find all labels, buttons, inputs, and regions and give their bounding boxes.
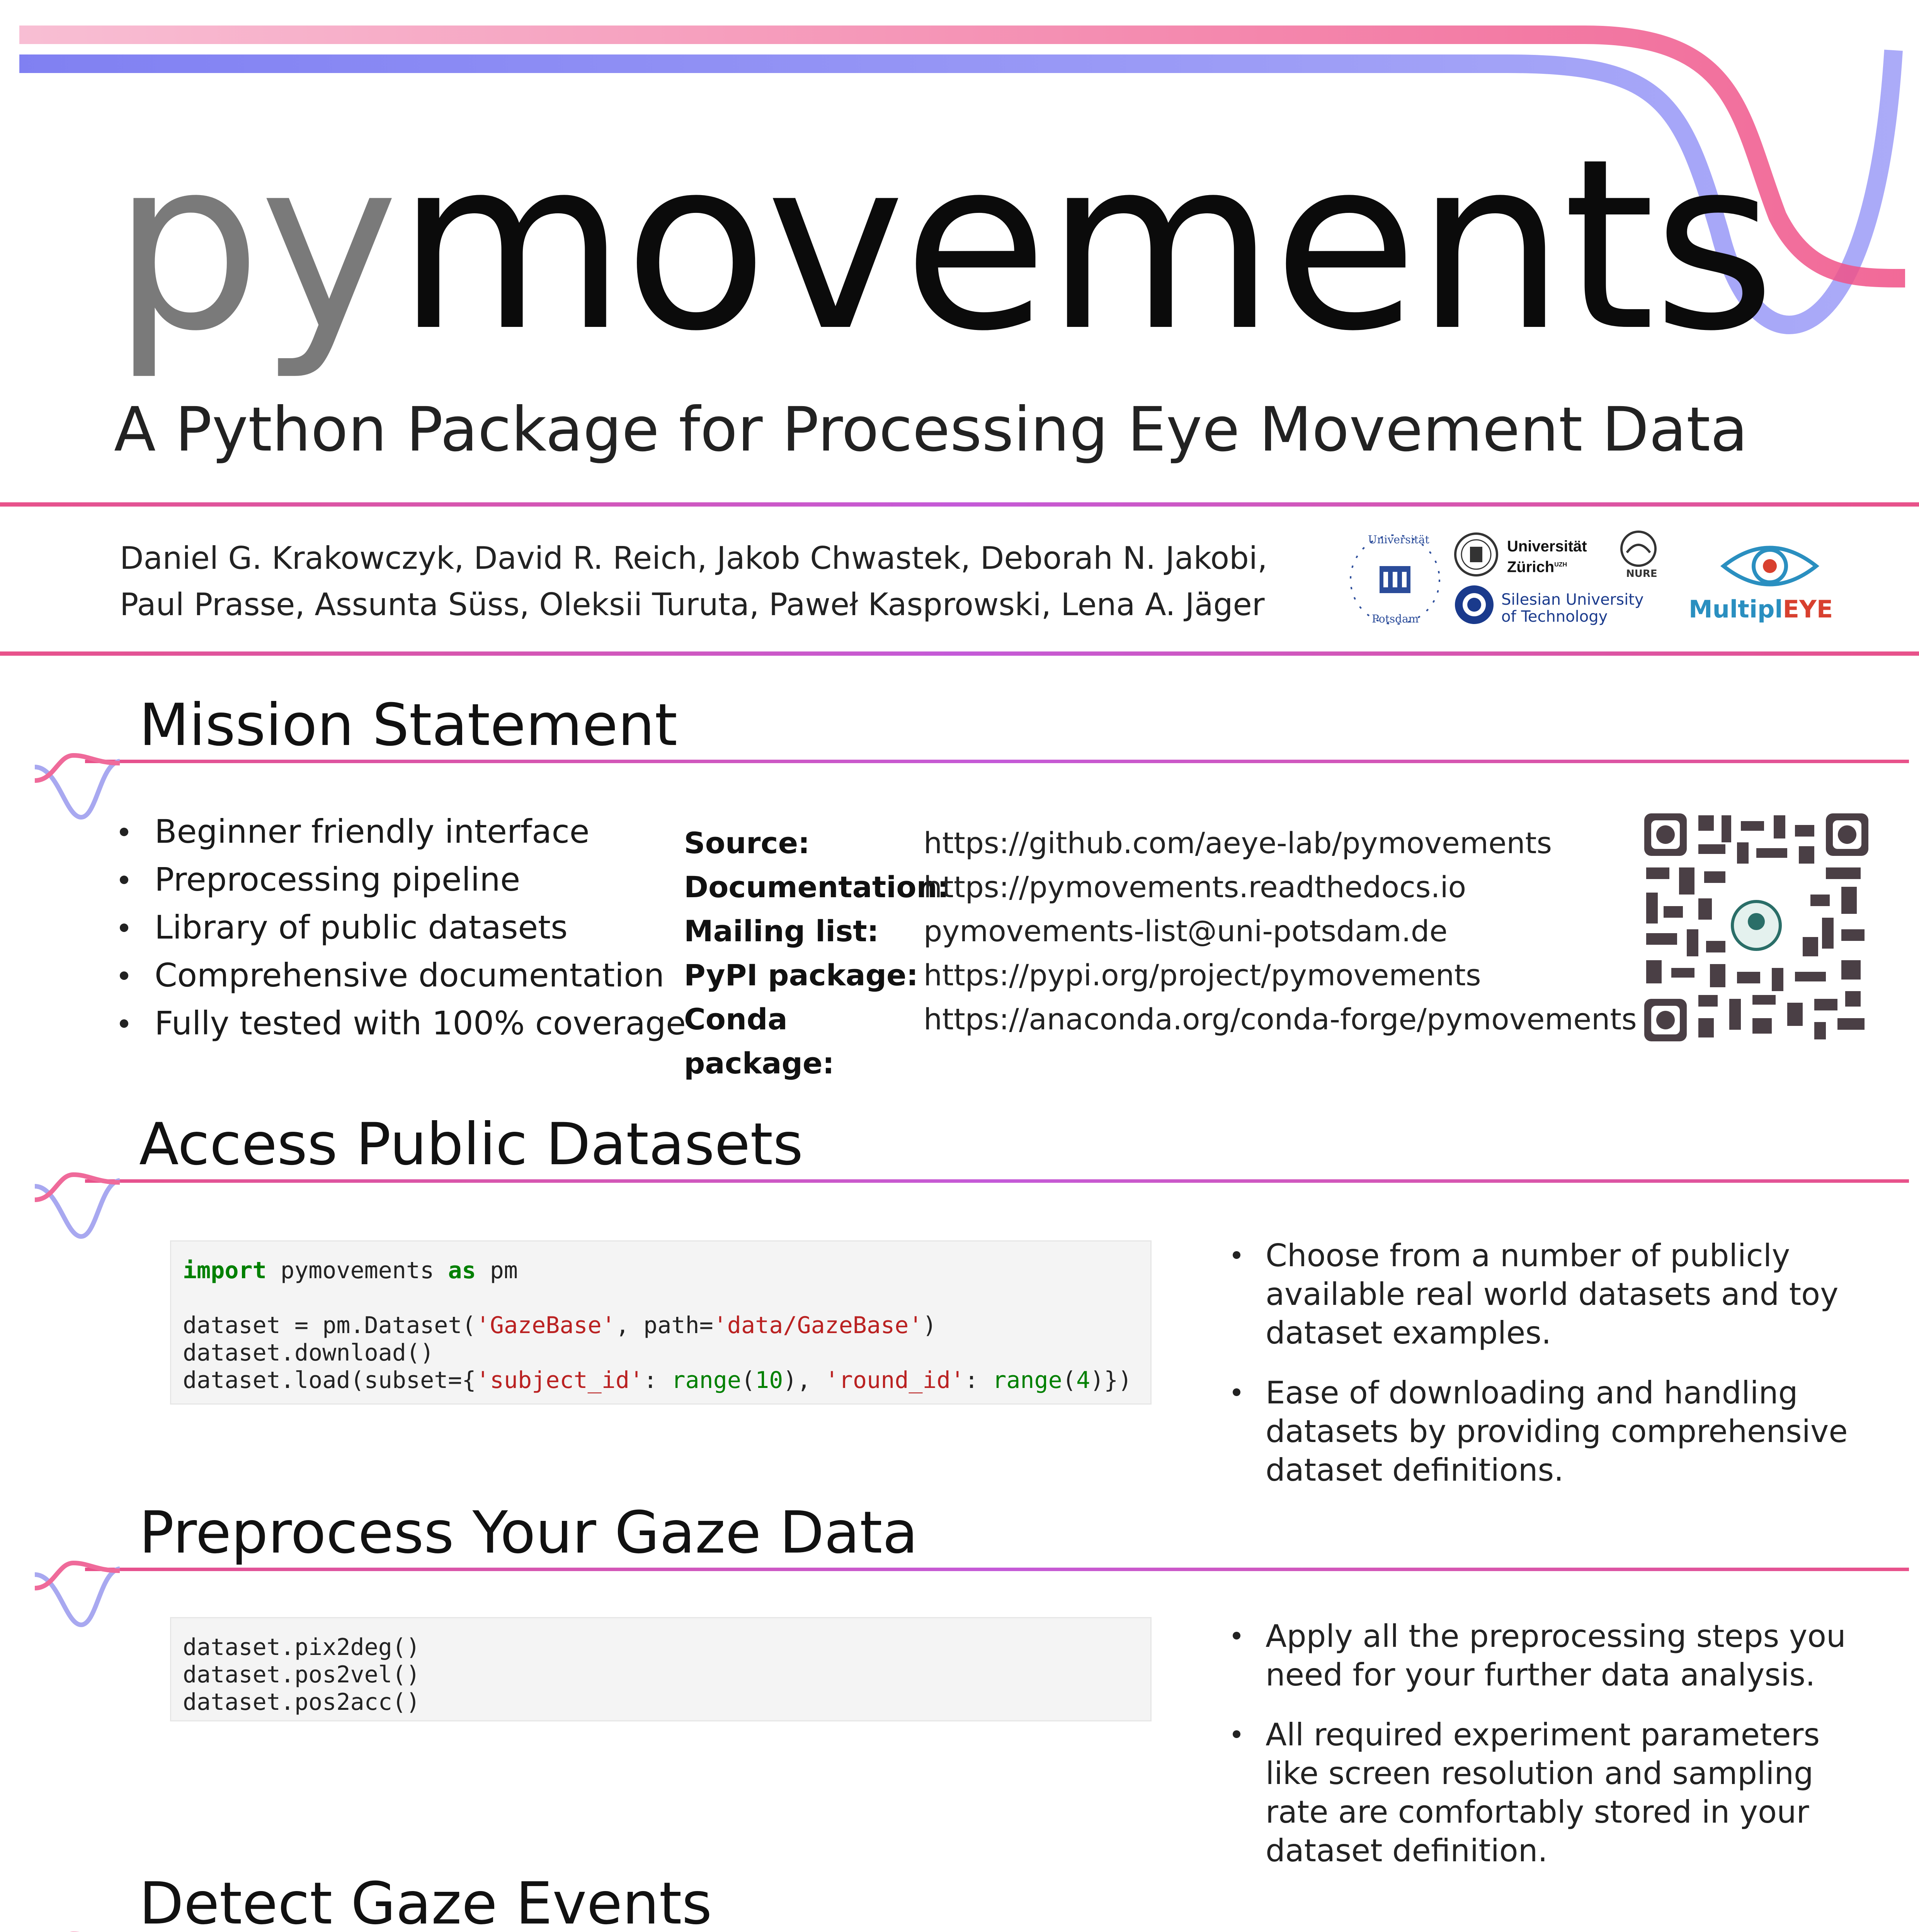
section-title-mission: Mission Statement xyxy=(139,692,677,759)
potsdam-label-top: Universität xyxy=(1368,533,1429,546)
datasets-bullets xyxy=(1229,1236,1855,1511)
title-py: py xyxy=(112,108,397,383)
multipleye-label xyxy=(1689,595,1833,623)
authors-line-2: Paul Prasse, Assunta Süss, Oleksii Turuta, Paweł Kasprowski, Lena A. Jäger xyxy=(120,587,1265,622)
zurich-seal-icon xyxy=(1453,531,1499,578)
link-label: PyPI package: xyxy=(684,958,918,992)
conda-link[interactable]: https://anaconda.org/conda-forge/pymovements xyxy=(924,1002,1637,1036)
source-link[interactable]: https://github.com/aeye-lab/pymovements xyxy=(924,826,1552,860)
silesian-label-1: Silesian University xyxy=(1501,591,1644,609)
preprocess-bullet: Apply all the preprocessing steps you need for your further data analysis. xyxy=(1229,1617,1855,1694)
mission-bullets xyxy=(116,808,686,1047)
datasets-bullet: Ease of downloading and handling datasets by providing comprehensive dataset definitions. xyxy=(1229,1374,1855,1490)
code-block-preprocess: dataset.pix2deg() dataset.pos2vel() dataset.pos2acc() xyxy=(170,1617,1152,1721)
mission-bullet: Beginner friendly interface xyxy=(116,808,686,855)
project-links xyxy=(684,821,1637,1085)
poster-title xyxy=(112,108,1774,383)
link-row-mailing xyxy=(684,909,1637,953)
poster-subtitle: A Python Package for Processing Eye Movement Data xyxy=(114,394,1748,465)
section-rule-mission xyxy=(85,760,1909,763)
section-wave-icon xyxy=(31,1555,124,1636)
link-label: Conda package: xyxy=(684,1002,834,1080)
silesian-label xyxy=(1501,591,1644,625)
link-row-docs xyxy=(684,865,1637,909)
datasets-bullet: Choose from a number of publicly available real world datasets and toy dataset examples. xyxy=(1229,1236,1855,1352)
multipleye-eye-icon xyxy=(1720,537,1820,595)
logo-nure xyxy=(1615,529,1669,583)
section-title-preprocess: Preprocess Your Gaze Data xyxy=(139,1499,918,1566)
mission-bullet: Fully tested with 100% coverage xyxy=(116,999,686,1047)
mission-bullet: Comprehensive documentation xyxy=(116,951,686,999)
section-wave-icon xyxy=(31,1926,124,1932)
link-row-source xyxy=(684,821,1637,865)
pypi-link[interactable]: https://pypi.org/project/pymovements xyxy=(924,958,1481,992)
nure-emblem-icon xyxy=(1615,529,1662,568)
logo-silesian xyxy=(1453,583,1669,630)
divider-top xyxy=(0,502,1919,507)
link-label: Source: xyxy=(684,826,810,860)
qr-code-icon[interactable] xyxy=(1640,810,1872,1045)
title-movements: movements xyxy=(396,108,1774,383)
link-label: Documentation: xyxy=(684,870,949,904)
authors-line-1: Daniel G. Krakowczyk, David R. Reich, Jakob Chwastek, Deborah N. Jakobi, xyxy=(120,540,1267,576)
mission-bullet: Preprocessing pipeline xyxy=(116,855,686,903)
silesian-label-2: of Technology xyxy=(1501,608,1608,626)
section-title-datasets: Access Public Datasets xyxy=(139,1111,803,1178)
nure-label: NURE xyxy=(1626,568,1657,580)
section-title-detect: Detect Gaze Events xyxy=(139,1870,712,1932)
preprocess-bullets xyxy=(1229,1617,1855,1891)
zurich-sup: UZH xyxy=(1554,561,1567,568)
mailing-list-link[interactable]: pymovements-list@uni-potsdam.de xyxy=(924,914,1448,948)
potsdam-label-bottom: Potsdam xyxy=(1372,612,1419,625)
multipleye-label-a: Multipl xyxy=(1689,595,1783,623)
code-block-datasets: import pymovements as pm dataset = pm.Dataset('GazeBase', path='data/GazeBase') dataset.download() dataset.load(subset={'subject_id': range(10), 'round_id': range(4)}) xyxy=(170,1240,1152,1405)
documentation-link[interactable]: https://pymovements.readthedocs.io xyxy=(924,870,1466,904)
logo-potsdam xyxy=(1345,529,1445,630)
mission-bullet: Library of public datasets xyxy=(116,903,686,951)
multipleye-label-b: EYE xyxy=(1783,595,1833,623)
logo-zurich xyxy=(1453,531,1615,578)
zurich-label-2: Zürich xyxy=(1507,558,1555,576)
section-rule-datasets xyxy=(85,1179,1909,1183)
divider-authors xyxy=(0,651,1919,656)
logo-multipleye xyxy=(1689,537,1851,638)
zurich-label xyxy=(1507,537,1587,576)
section-wave-icon xyxy=(31,1167,124,1248)
section-wave-icon xyxy=(31,748,124,829)
link-row-conda xyxy=(684,997,1637,1085)
silesian-gear-icon xyxy=(1453,583,1495,626)
link-row-pypi xyxy=(684,953,1637,997)
authors xyxy=(120,535,1267,628)
section-rule-preprocess xyxy=(85,1568,1909,1571)
zurich-label-1: Universität xyxy=(1507,538,1587,555)
preprocess-bullet: All required experiment parameters like screen resolution and sampling rate are comfortably stored in your dataset definition. xyxy=(1229,1716,1855,1870)
link-label: Mailing list: xyxy=(684,914,879,948)
